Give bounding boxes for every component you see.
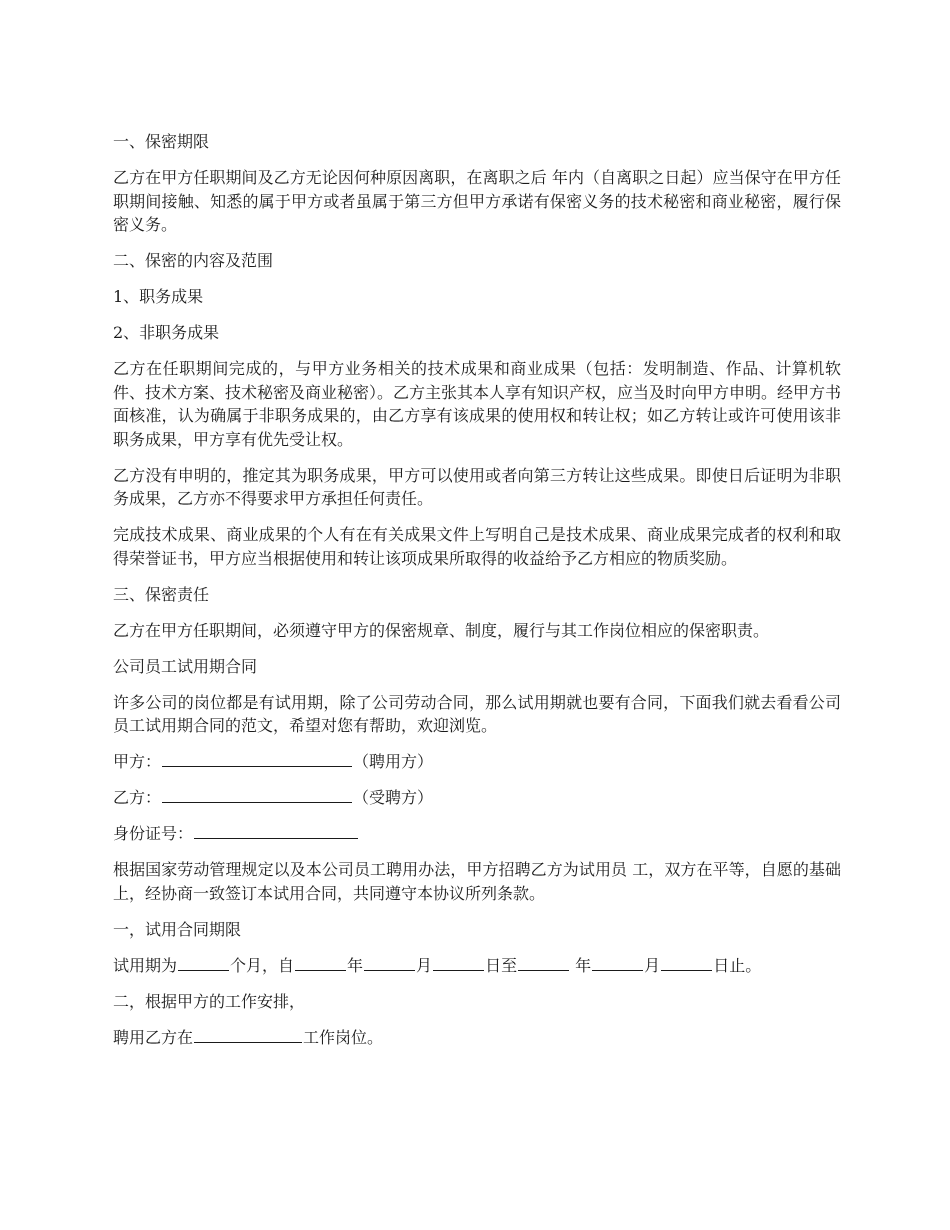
section-2-item-2: 2、非职务成果 [113, 323, 220, 342]
job-position-line [113, 1026, 841, 1050]
party-b-line [113, 786, 841, 810]
party-a-label: 甲方： [113, 752, 162, 771]
document-body [113, 130, 841, 1062]
end-year-label: 年 [570, 955, 592, 975]
party-a-blank [162, 750, 352, 767]
term-title: 一，试用合同期限 [113, 919, 242, 939]
start-year-label: 年 [347, 955, 364, 975]
section-2-body-1: 乙方在任职期间完成的，与甲方业务相关的技术成果和商业成果（包括：发明制造、作品、计算机软件、技术方案、技术秘密及商业秘密）。乙方主张其本人享有知识产权，应当及时向甲方申明。经甲方书面核准，认为确属于非职务成果的，由乙方享有该成果的使用权和转让权；如乙方转让或许可使用该非职务成果，甲方享有优先受让权。 [113, 359, 842, 449]
months-blank [178, 954, 229, 971]
section-2-item-1: 1、职务成果 [113, 287, 204, 306]
contract-basis: 根据国家劳动管理规定以及本公司员工聘用办法，甲方招聘乙方为试用员 工，双方在平等，自愿的基础上，经协商一致签订本试用合同，共同遵守本协议所列条款。 [113, 860, 841, 903]
start-year-blank [295, 954, 346, 971]
party-a-role: （聘用方） [353, 752, 434, 771]
hire-suffix: 工作岗位。 [303, 1027, 384, 1047]
arrangement-title: 二，根据甲方的工作安排， [113, 991, 306, 1011]
id-number-line [113, 822, 841, 846]
start-month-blank [364, 954, 415, 971]
start-month-label: 月 [416, 955, 433, 975]
id-number-blank [194, 822, 358, 839]
hire-prefix: 聘用乙方在 [113, 1027, 194, 1047]
contract-title: 公司员工试用期合同 [113, 656, 258, 676]
section-2-title: 二、保密的内容及范围 [113, 251, 274, 270]
end-month-blank [592, 954, 643, 971]
party-b-label: 乙方： [113, 788, 162, 807]
end-day-blank [661, 954, 712, 971]
id-number-label: 身份证号： [113, 824, 194, 843]
term-prefix: 试用期为 [113, 955, 178, 975]
section-1-body: 乙方在甲方任职期间及乙方无论因何种原因离职，在离职之后 年内（自离职之日起）应当保守在甲方任职期间接触、知悉的属于甲方或者虽属于第三方但甲方承诺有保密义务的技术秘密和商业秘密，履行保密义务。 [113, 168, 841, 234]
start-day-label: 日至 [485, 955, 518, 975]
party-a-line [113, 750, 841, 774]
section-3-title: 三、保密责任 [113, 584, 210, 604]
party-b-blank [162, 786, 352, 803]
term-months-label: 个月，自 [230, 955, 295, 975]
term-line [113, 954, 841, 978]
job-position-blank [194, 1026, 302, 1043]
contract-intro: 许多公司的岗位都是有试用期，除了公司劳动合同，那么试用期就也要有合同，下面我们就去看看公司员工试用期合同的范文，希望对您有帮助，欢迎浏览。 [113, 692, 841, 735]
party-b-role: （受聘方） [353, 788, 434, 807]
end-day-label: 日止。 [713, 955, 762, 975]
section-3-body: 乙方在甲方任职期间，必须遵守甲方的保密规章、制度，履行与其工作岗位相应的保密职责。 [113, 620, 770, 640]
end-year-blank [518, 954, 569, 971]
end-month-label: 月 [644, 955, 661, 975]
section-2-body-3: 完成技术成果、商业成果的个人有在有关成果文件上写明自己是技术成果、商业成果完成者的权利和取得荣誉证书，甲方应当根据使用和转让该项成果所取得的收益给予乙方相应的物质奖励。 [113, 525, 841, 568]
section-2-body-2: 乙方没有申明的，推定其为职务成果，甲方可以使用或者向第三方转让这些成果。即使日后证明为非职务成果，乙方亦不得要求甲方承担任何责任。 [113, 465, 841, 508]
section-1-title: 一、保密期限 [113, 132, 210, 151]
start-day-blank [433, 954, 484, 971]
